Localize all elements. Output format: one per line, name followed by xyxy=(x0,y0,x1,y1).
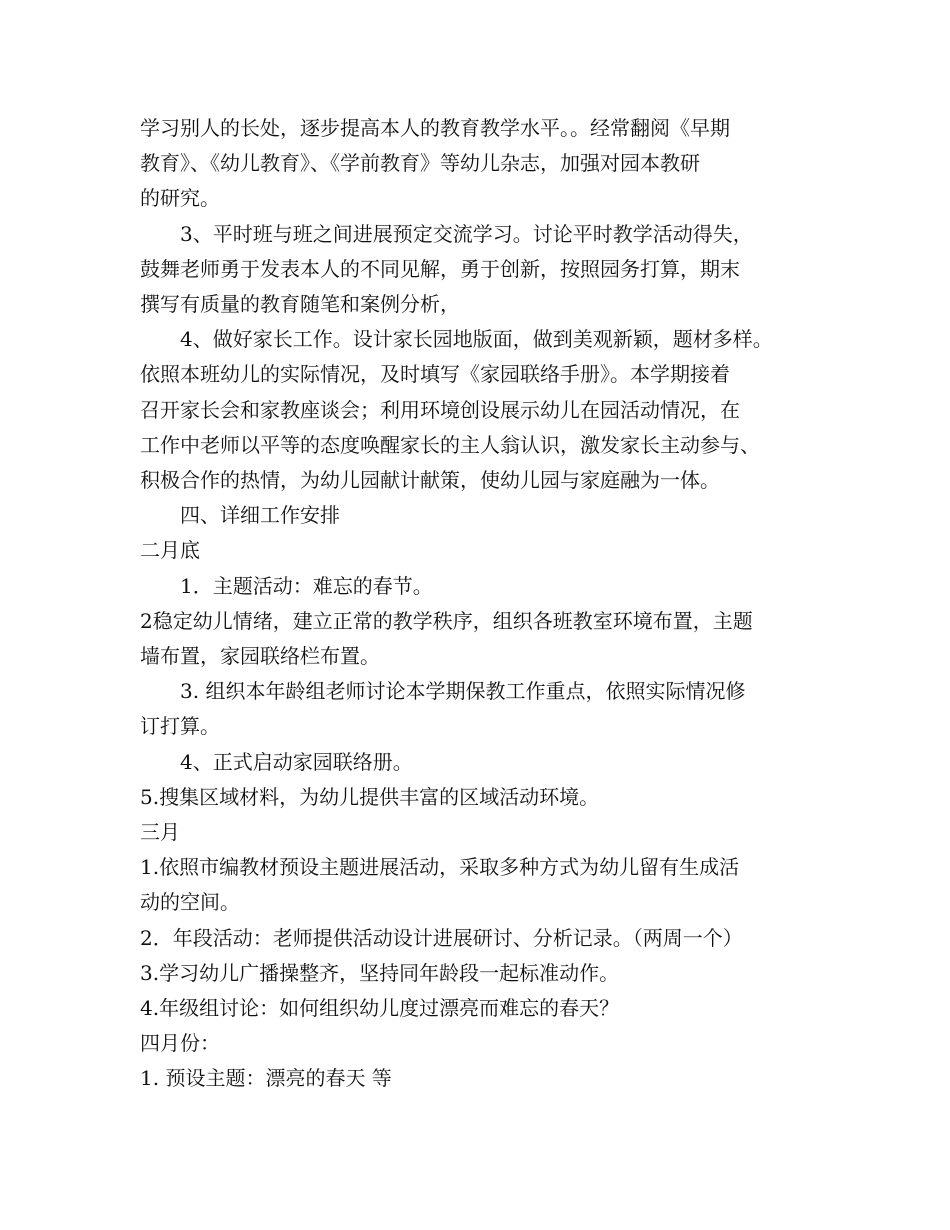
month-heading: 二月底 xyxy=(140,538,200,563)
text-line: 学习别人的长处，逐步提高本人的教育教学水平。。经常翻阅《早期 xyxy=(140,116,730,140)
text-line: 2稳定幼儿情绪，建立正常的教学秩序，组织各班教室环境布置，主题 xyxy=(140,608,753,633)
text-line: 教育》、《幼儿教育》、《学前教育》等幼儿杂志，加强对园本教研 xyxy=(140,151,700,176)
month-heading: 三月 xyxy=(140,820,180,845)
text-line: 1．主题活动：难忘的春节。 xyxy=(180,573,433,598)
text-line: 积极合作的热情，为幼儿园献计献策，使幼儿园与家庭融为一体。 xyxy=(140,468,720,493)
text-line: 订打算。 xyxy=(140,714,220,739)
text-line: 5.搜集区域材料，为幼儿提供丰富的区域活动环境。 xyxy=(140,784,600,809)
text-line: 3、平时班与班之间进展预定交流学习。讨论平时教学活动得失， xyxy=(180,221,753,246)
month-heading: 四月份： xyxy=(140,1031,220,1056)
text-line: 召开家长会和家教座谈会；利用环境创设展示幼儿在园活动情况，在 xyxy=(140,397,740,422)
text-line: 2．年段活动：老师提供活动设计进展研讨、分析记录。（两周一个） xyxy=(140,925,743,950)
text-line: 3. 组织本年龄组老师讨论本学期保教工作重点，依照实际情况修 xyxy=(180,679,746,704)
text-line: 4、做好家长工作。设计家长园地版面，做到美观新颖，题材多样。 xyxy=(180,327,773,352)
text-line: 依照本班幼儿的实际情况，及时填写《家园联络手册》。本学期接着 xyxy=(140,362,730,387)
text-line: 3.学习幼儿广播操整齐，坚持同年龄段一起标准动作。 xyxy=(140,960,620,985)
text-line: 墙布置，家园联络栏布置。 xyxy=(140,644,380,669)
text-line: 4、正式启动家园联络册。 xyxy=(180,749,413,774)
text-line: 鼓舞老师勇于发表本人的不同见解，勇于创新，按照园务打算，期末 xyxy=(140,256,740,281)
text-line: 4.年级组讨论：如何组织幼儿度过漂亮而难忘的春天？ xyxy=(140,996,620,1021)
text-line: 撰写有质量的教育随笔和案例分析， xyxy=(140,292,460,317)
text-line: 工作中老师以平等的态度唤醒家长的主人翁认识，激发家长主动参与、 xyxy=(140,432,760,457)
text-line: 动的空间。 xyxy=(140,890,240,915)
text-line: 1. 预设主题：漂亮的春天 等 xyxy=(140,1066,392,1091)
text-line: 1.依照市编教材预设主题进展活动，采取多种方式为幼儿留有生成活 xyxy=(140,855,740,880)
section-heading: 四、详细工作安排 xyxy=(180,503,340,528)
document-body xyxy=(140,111,830,1097)
text-line: 的研究。 xyxy=(140,186,220,211)
